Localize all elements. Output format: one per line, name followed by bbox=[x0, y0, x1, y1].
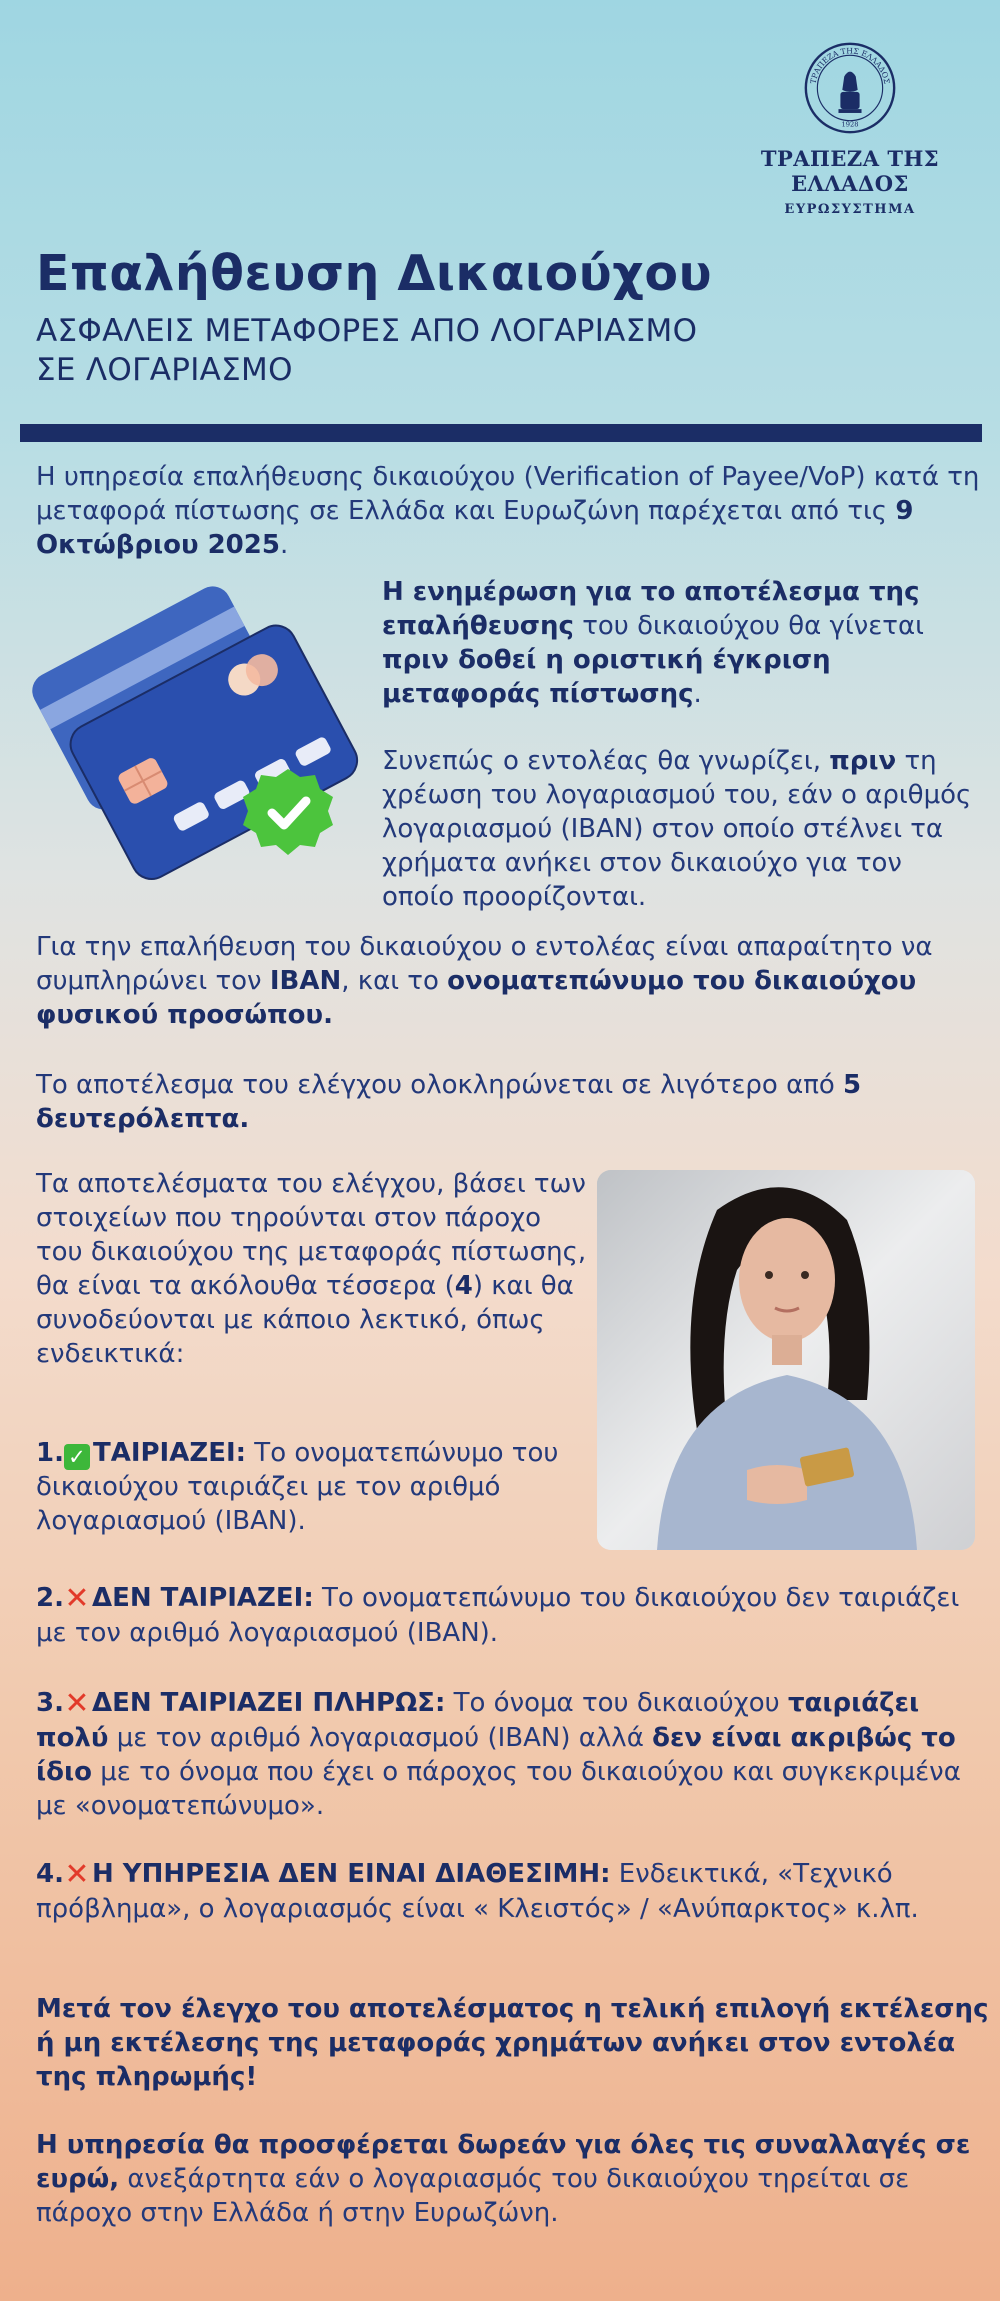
cross-icon: ✕ bbox=[64, 1857, 90, 1892]
credit-cards-illustration bbox=[30, 570, 370, 900]
consequently-paragraph: Συνεπώς ο εντολέας θα γνωρίζει, πριν τη χρέωση του λογαριασμού του, εάν ο αριθμός λογαριασμού (IBAN) στον οποίο στέλνει τα χρήματα ανήκει στον δικαιούχο για τον οποίο προορίζονται. bbox=[382, 746, 972, 912]
free-service-paragraph: Η υπηρεσία θα προσφέρεται δωρεάν για όλες τις συναλλαγές σε ευρώ, ανεξάρτητα εάν ο λογαριασμός του δικαιούχου τηρείται σε πάροχο στην Ελλάδα ή στην Ευρωζώνη. bbox=[36, 2130, 971, 2228]
result-matches: 1. ✓ ΤΑΙΡΙΑΖΕΙ: Το ονοματεπώνυμο του δικαιούχου ταιριάζει με τον αριθμό λογαριασμού (IBAN). bbox=[36, 1438, 559, 1536]
woman-with-card-photo bbox=[597, 1170, 975, 1550]
svg-text:ΤΡΑΠΕΖΑ ΤΗΣ ΕΛΛΑΔΟΣ: ΤΡΑΠΕΖΑ ΤΗΣ ΕΛΛΑΔΟΣ bbox=[808, 46, 892, 85]
required-fields-paragraph: Για την επαλήθευση του δικαιούχου ο εντολέας είναι απαραίτητο να συμπληρώνει τον IBAN, και το ονοματεπώνυμο του δικαιούχου φυσικού προσώπου. bbox=[36, 932, 933, 1030]
page-subtitle: ΑΣΦΑΛΕΙΣ ΜΕΤΑΦΟΡΕΣ ΑΠΟ ΛΟΓΑΡΙΑΣΜΟ ΣΕ ΛΟΓΑΡΙΑΣΜΟ bbox=[36, 313, 698, 388]
final-choice-paragraph: Μετά τον έλεγχο του αποτελέσματος η τελική επιλογή εκτέλεσης ή μη εκτέλεσης της μεταφοράς χρημάτων ανήκει στον εντολέα της πληρωμής! bbox=[36, 1994, 989, 2092]
divider bbox=[20, 424, 982, 442]
bank-name: ΤΡΑΠΕΖΑ ΤΗΣ ΕΛΛΑΔΟΣ bbox=[760, 146, 940, 196]
cross-icon: ✕ bbox=[64, 1581, 90, 1616]
update-paragraph: Η ενημέρωση για το αποτέλεσμα της επαλήθευσης του δικαιούχου θα γίνεται πριν δοθεί η οριστική έγκριση μεταφοράς πίστωσης. bbox=[382, 577, 924, 709]
bank-seal-icon bbox=[802, 40, 898, 136]
intro-paragraph: Η υπηρεσία επαλήθευσης δικαιούχου (Verification of Payee/VoP) κατά τη μεταφορά πίστωσης σε Ελλάδα και Ευρωζώνη παρέχεται από τις 9 Οκτώβριου 2025. bbox=[36, 462, 980, 560]
svg-text:1928: 1928 bbox=[841, 120, 859, 129]
bank-logo bbox=[700, 40, 1000, 217]
bank-subtitle: ΕΥΡΩΣΥΣΤΗΜΑ bbox=[784, 202, 916, 217]
cross-icon: ✕ bbox=[64, 1686, 90, 1721]
page-title: Επαλήθευση Δικαιούχου bbox=[36, 245, 713, 302]
results-intro-paragraph: Τα αποτελέσματα του ελέγχου, βάσει των στοιχείων που τηρούνται στον πάροχο του δικαιούχου της μεταφοράς πίστωσης, θα είναι τα ακόλουθα τέσσερα (4) και θα συνοδεύονται με κάποιο λεκτικό, όπως ενδεικτικά: bbox=[36, 1169, 587, 1369]
result-no-match: 2.✕ΔΕΝ ΤΑΙΡΙΑΖΕΙ: Το ονοματεπώνυμο του δικαιούχου δεν ταιριάζει με τον αριθμό λογαριασμού (IBAN). bbox=[36, 1581, 960, 1648]
check-icon: ✓ bbox=[64, 1444, 90, 1470]
duration-paragraph: Το αποτέλεσμα του ελέγχου ολοκληρώνεται σε λιγότερο από 5 δευτερόλεπτα. bbox=[36, 1070, 862, 1134]
result-close-match: 3.✕ΔΕΝ ΤΑΙΡΙΑΖΕΙ ΠΛΗΡΩΣ: Το όνομα του δικαιούχου ταιριάζει πολύ με τον αριθμό λογαριασμού (IBAN) αλλά δεν είναι ακριβώς το ίδιο με το όνομα που έχει ο πάροχος του δικαιούχου και συγκεκριμένα με «ονοματεπώνυμο». bbox=[36, 1686, 961, 1821]
result-unavailable: 4.✕Η ΥΠΗΡΕΣΙΑ ΔΕΝ ΕΙΝΑΙ ΔΙΑΘΕΣΙΜΗ: Ενδεικτικά, «Τεχνικό πρόβλημα», ο λογαριασμός είναι « Κλειστός» / «Ανύπαρκτος» κ.λπ. bbox=[36, 1857, 919, 1924]
